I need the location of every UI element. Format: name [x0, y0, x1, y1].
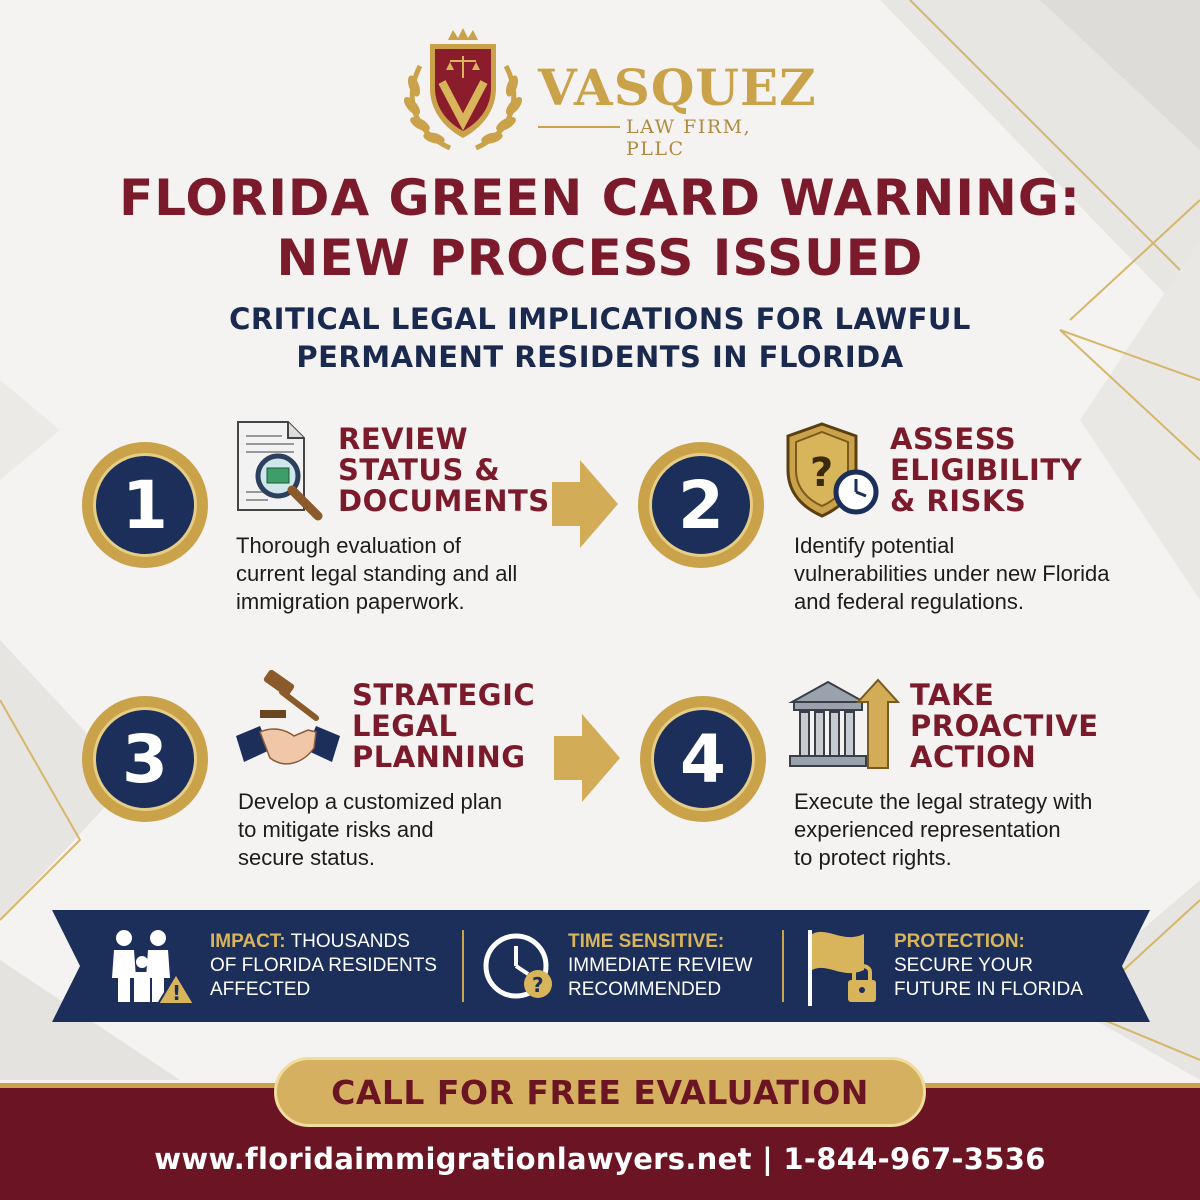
document-magnifier-icon [232, 418, 328, 522]
subheadline-line-1: CRITICAL LEGAL IMPLICATIONS FOR LAWFUL [229, 302, 971, 336]
banner-highlight: PROTECTION: [894, 931, 1025, 952]
banner-line-3: FUTURE IN FLORIDA [894, 979, 1083, 1000]
step-description-line: Thorough evaluation of [236, 533, 462, 558]
banner-line-2: IMMEDIATE REVIEW [568, 955, 753, 976]
crest-icon [398, 26, 528, 156]
step-description-line: to protect rights. [794, 845, 952, 870]
step-description-line: vulnerabilities under new Florida [794, 561, 1110, 586]
step-description-line: immigration paperwork. [236, 589, 465, 614]
banner-line-rest: THOUSANDS [285, 931, 410, 952]
step-title-line: STRATEGIC [352, 678, 536, 712]
step-number: 3 [93, 707, 197, 811]
step-title-line: PLANNING [352, 740, 526, 774]
clock-question-icon [480, 930, 560, 1006]
subheadline-line-2: PERMANENT RESIDENTS IN FLORIDA [296, 340, 904, 374]
step-title-line: ASSESS [890, 422, 1017, 456]
step-title-line: ACTION [910, 740, 1037, 774]
headline-line-2: NEW PROCESS ISSUED [276, 229, 924, 287]
brand-name: VASQUEZ [538, 58, 817, 117]
arrow-right-icon [554, 714, 620, 802]
banner-line-1 [210, 930, 437, 954]
family-warning-icon [110, 928, 200, 1008]
brand-logo [398, 26, 817, 160]
step-title-line: STATUS & [338, 453, 501, 487]
banner-line-1 [568, 930, 752, 954]
step-title [352, 680, 535, 773]
step-description [794, 532, 1110, 616]
banner-text [568, 930, 752, 1002]
svg-text:!: ! [172, 981, 182, 1005]
gavel-handshake-icon [234, 670, 342, 776]
step-description-line: secure status. [238, 845, 375, 870]
banner-line-3: RECOMMENDED [568, 979, 722, 1000]
info-banner [52, 910, 1150, 1022]
step-number: 4 [651, 707, 755, 811]
svg-text:?: ? [532, 973, 544, 997]
step-title-line: REVIEW [338, 422, 469, 456]
step-title [890, 424, 1082, 517]
headline-line-1: FLORIDA GREEN CARD WARNING: [119, 169, 1081, 227]
step-description [794, 788, 1092, 872]
step-number: 1 [93, 453, 197, 557]
step-description [238, 788, 502, 872]
brand-divider-line [538, 126, 620, 128]
step-title-line: LEGAL [352, 709, 458, 743]
step-description-line: Identify potential [794, 533, 955, 558]
flag-lock-icon [804, 926, 884, 1008]
step-description-line: current legal standing and all [236, 561, 518, 586]
step-number: 2 [649, 453, 753, 557]
step-number-badge [82, 442, 208, 568]
banner-line-2: OF FLORIDA RESIDENTS [210, 955, 437, 976]
call-for-evaluation-button[interactable]: CALL FOR FREE EVALUATION [274, 1057, 926, 1127]
step-number-badge [640, 696, 766, 822]
brand-subtitle: LAW FIRM, PLLC [626, 116, 752, 160]
shield-question-clock-icon [782, 420, 882, 522]
step-title [910, 680, 1099, 773]
step-description-line: Develop a customized plan [238, 789, 503, 814]
banner-text [210, 930, 437, 1002]
step-description [236, 532, 517, 616]
banner-divider [462, 930, 464, 1002]
step-number-badge [638, 442, 764, 568]
step-title [338, 424, 550, 517]
contact-info[interactable]: www.floridaimmigrationlawyers.net | 1-844-967-3536 [154, 1142, 1046, 1176]
svg-text:?: ? [810, 450, 834, 496]
step-number-badge [82, 696, 208, 822]
banner-line-3: AFFECTED [210, 979, 311, 1000]
step-description-line: experienced representation [794, 817, 1061, 842]
step-title-line: & RISKS [890, 484, 1027, 518]
step-description-line: Execute the legal strategy with [794, 789, 1093, 814]
courthouse-arrow-icon [788, 676, 900, 772]
step-description-line: to mitigate risks and [238, 817, 434, 842]
banner-line-1 [894, 930, 1083, 954]
step-description-line: and federal regulations. [794, 589, 1024, 614]
step-title-line: TAKE [910, 678, 995, 712]
banner-text [894, 930, 1083, 1002]
banner-line-2: SECURE YOUR [894, 955, 1034, 976]
step-title-line: PROACTIVE [910, 709, 1099, 743]
banner-divider [782, 930, 784, 1002]
banner-highlight: TIME SENSITIVE: [568, 931, 725, 952]
arrow-right-icon [552, 460, 618, 548]
banner-highlight: IMPACT: [210, 931, 286, 952]
step-title-line: DOCUMENTS [338, 484, 550, 518]
step-title-line: ELIGIBILITY [890, 453, 1083, 487]
